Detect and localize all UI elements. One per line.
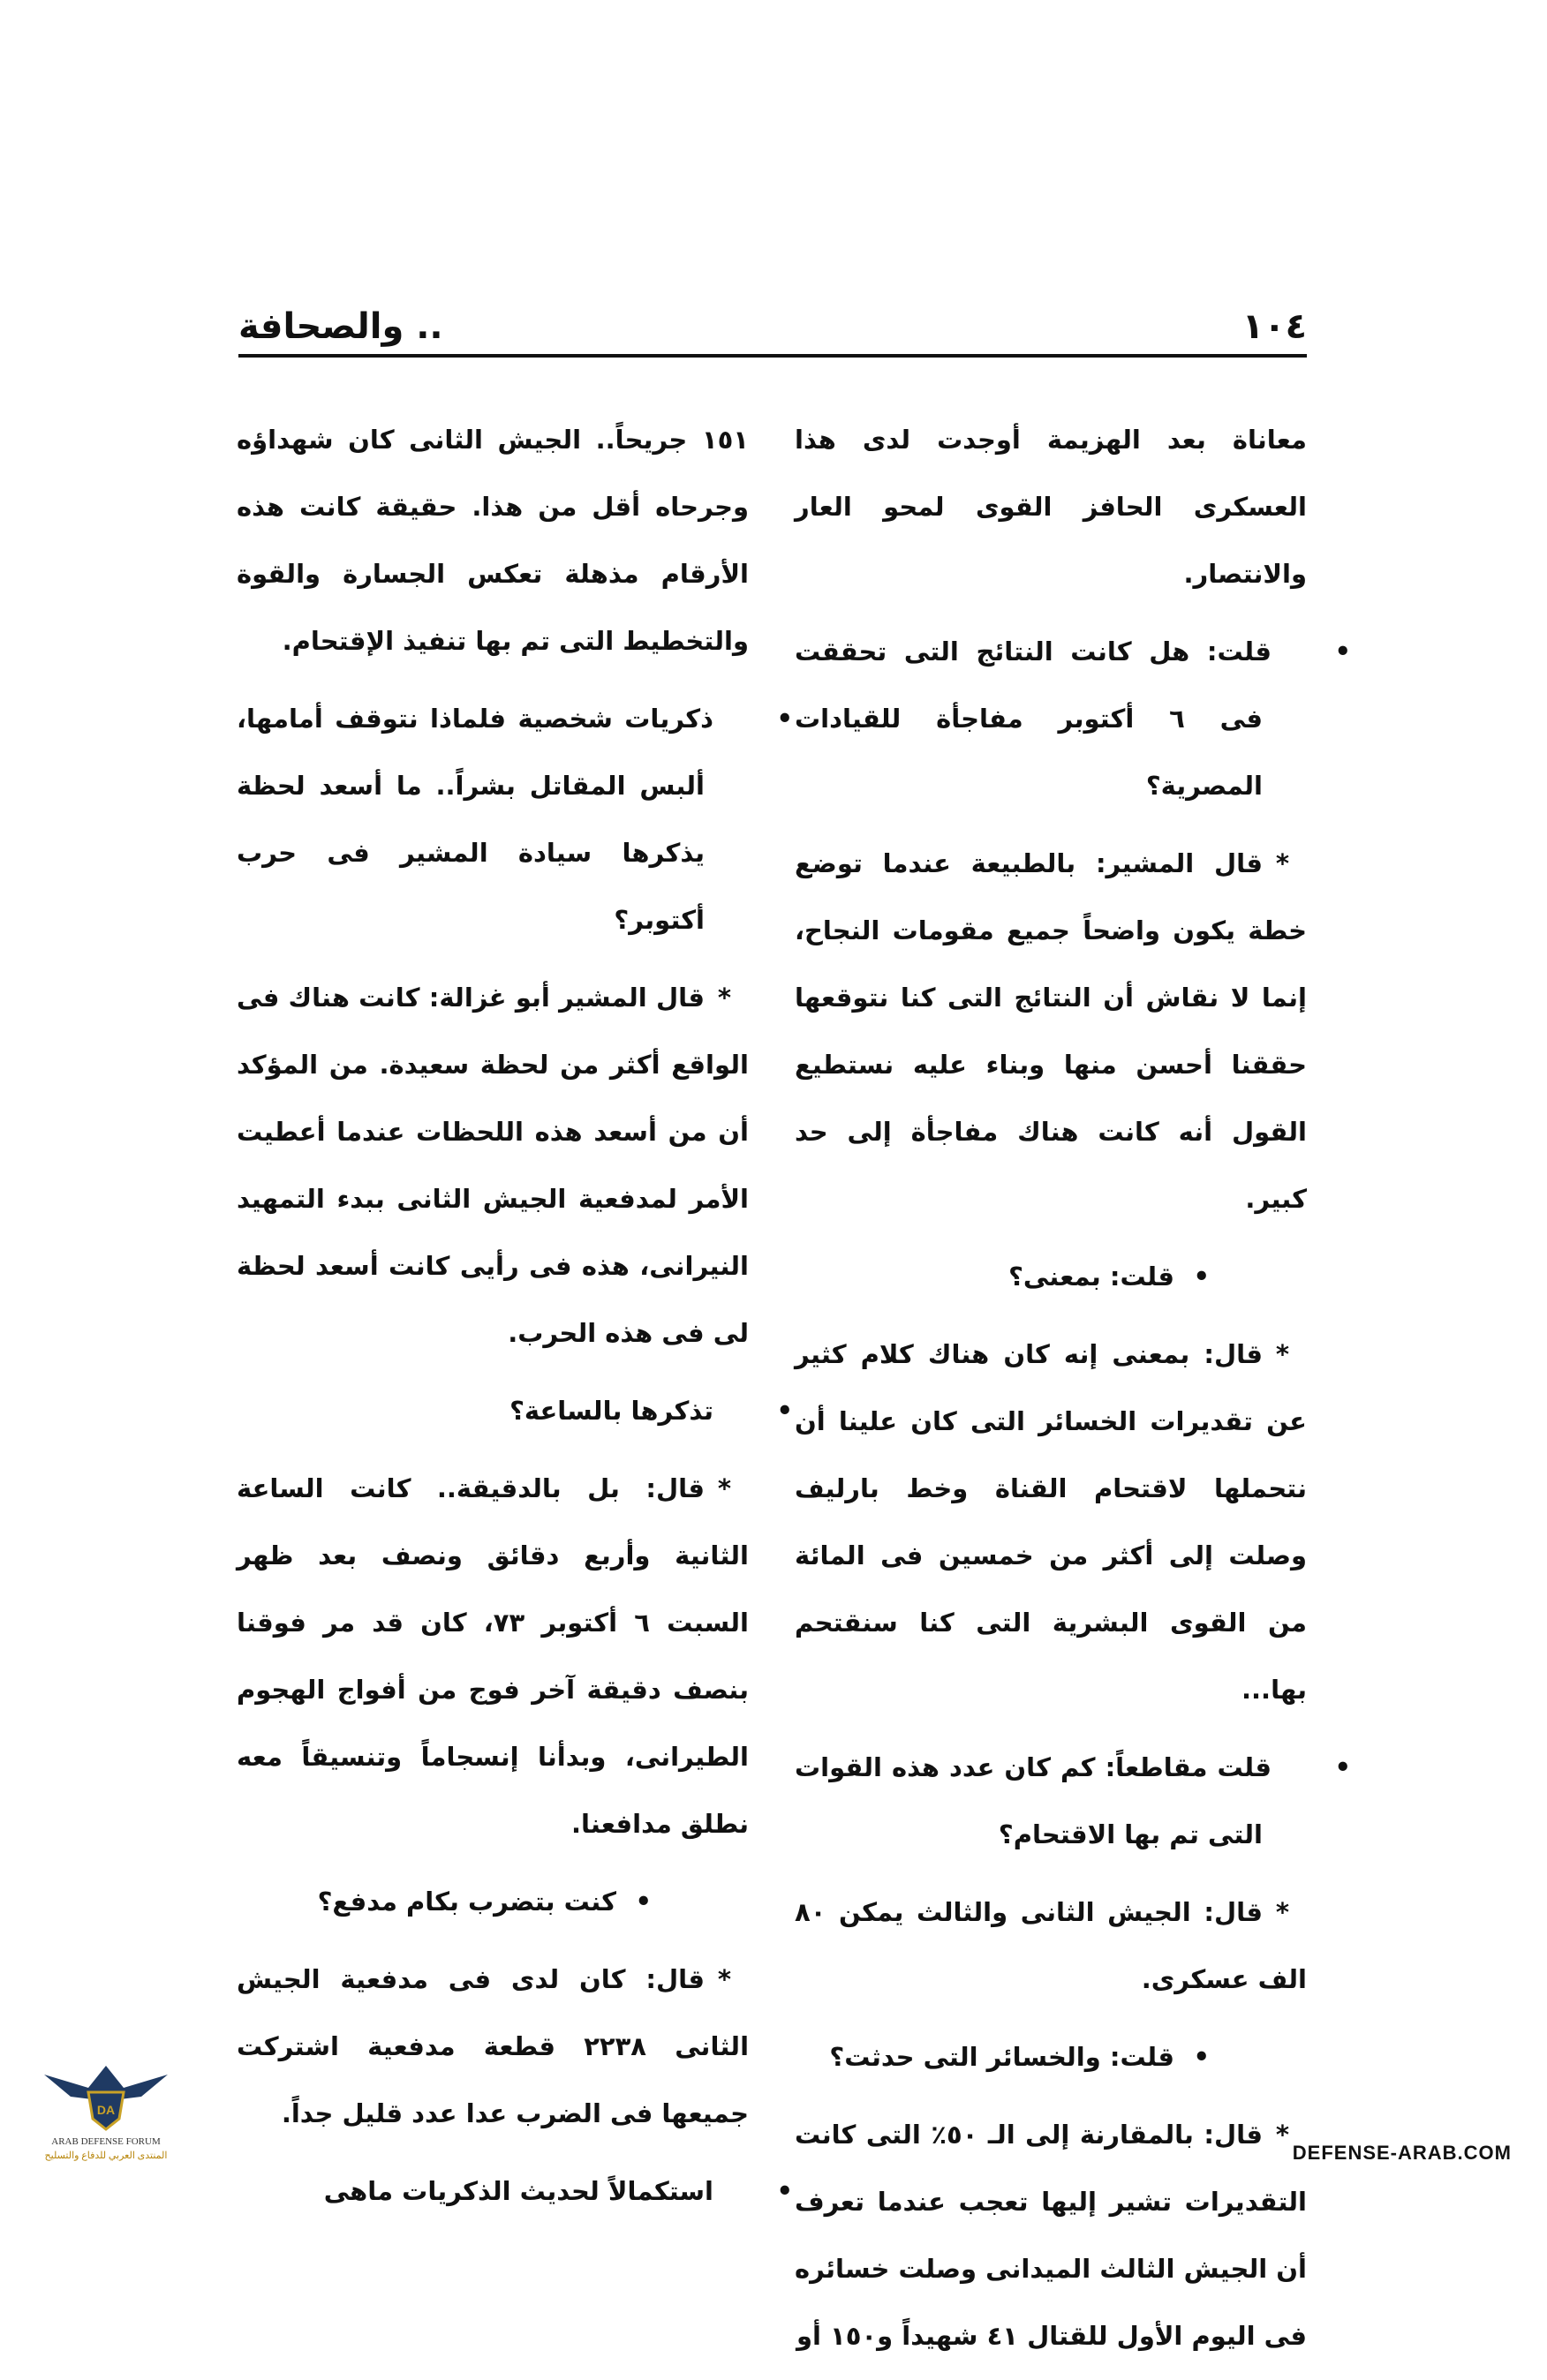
running-head: .. والصحافة bbox=[238, 306, 443, 347]
footer-site-url: DEFENSE-ARAB.COM bbox=[1292, 2142, 1512, 2164]
answer-paragraph bbox=[795, 2101, 1307, 2369]
paragraph-text: ١٥١ جريحاً.. الجيش الثانى كان شهداؤه وجرحاه أقل من هذا. حقيقة كانت هذه الأرقام مذهلة تعكس الجسارة والقوة والتخطيط التى تم بها تنفيذ الإقتحام. bbox=[237, 425, 749, 656]
logo-caption-ar: المنتدى العربي للدفاع والتسليح bbox=[44, 2150, 168, 2161]
asterisk-icon: * bbox=[717, 1964, 731, 1994]
asterisk-icon: * bbox=[717, 1473, 731, 1503]
question-paragraph bbox=[795, 1734, 1351, 1868]
arab-defense-forum-logo bbox=[35, 2048, 177, 2172]
paragraph-text: قال المشير أبو غزالة: كانت هناك فى الواقع أكثر من لحظة سعيدة. من المؤكد أن من أسعد هذه اللحظات عندما أعطيت الأمر لمدفعية الجيش الثانى ببدء التمهيد النيرانى، هذه فى رأيى كانت أسعد لحظة لى فى هذه الحرب. bbox=[237, 983, 749, 1348]
asterisk-icon: * bbox=[1275, 1897, 1289, 1927]
question-paragraph bbox=[237, 2158, 793, 2225]
paragraph-text: قال: الجيش الثانى والثالث يمكن ٨٠ الف عسكرى. bbox=[795, 1897, 1307, 1994]
answer-paragraph bbox=[237, 964, 749, 1367]
text-column-left bbox=[237, 406, 793, 2235]
bullet-icon: • bbox=[1334, 1752, 1351, 1782]
answer-paragraph bbox=[795, 830, 1307, 1232]
bullet-icon: • bbox=[1193, 2042, 1210, 2072]
question-paragraph bbox=[237, 685, 793, 953]
paragraph-text: قال المشير: بالطبيعة عندما توضع خطة يكون واضحاً جميع مقومات النجاح، إنما لا نقاش أن النتائج التى كنا نتوقعها حققنا أحسن منها وبناء عليه نستطيع القول أنه كانت هناك مفاجأة إلى حد كبير. bbox=[795, 848, 1307, 1214]
continued-paragraph bbox=[237, 406, 749, 674]
page-number: ١٠٤ bbox=[1241, 306, 1307, 347]
svg-text:DA: DA bbox=[96, 2103, 116, 2117]
text-column-right bbox=[795, 406, 1351, 2380]
paragraph-text: قال: كان لدى فى مدفعية الجيش الثانى ٢٢٣٨ قطعة مدفعية اشتركت جميعها فى الضرب عدا عدد قليل جداً. bbox=[237, 1964, 750, 2128]
page-header bbox=[238, 287, 1307, 358]
eagle-shield-icon bbox=[35, 2048, 177, 2136]
question-paragraph bbox=[795, 1243, 1307, 1310]
paragraph-text: قال: بالمقارنة إلى الـ ٥٠٪ التى كانت التقديرات تشير إليها تعجب عندما تعرف أن الجيش الثالث الميدانى وصلت خسائره فى اليوم الأول للقتال ٤١ شهيداً و١٥٠ أو bbox=[795, 2120, 1307, 2351]
paragraph-text: قلت: هل كانت النتائج التى تحققت فى ٦ أكتوبر مفاجأة للقيادات المصرية؟ bbox=[795, 636, 1272, 801]
bullet-icon: • bbox=[635, 1887, 652, 1917]
answer-paragraph bbox=[237, 1946, 749, 2147]
bullet-icon: • bbox=[1193, 1262, 1210, 1292]
question-paragraph bbox=[795, 2023, 1307, 2090]
continued-paragraph bbox=[795, 406, 1307, 607]
paragraph-text: قلت: والخسائر التى حدثت؟ bbox=[829, 2042, 1174, 2072]
paragraph-text: معاناة بعد الهزيمة أوجدت لدى هذا العسكرى الحافز القوى لمحو العار والانتصار. bbox=[795, 425, 1307, 589]
asterisk-icon: * bbox=[1275, 1339, 1289, 1369]
answer-paragraph bbox=[795, 1321, 1307, 1723]
paragraph-text: قال: بل بالدقيقة.. كانت الساعة الثانية وأربع دقائق ونصف بعد ظهر السبت ٦ أكتوبر ٧٣، كان قد مر فوقنا بنصف دقيقة آخر فوج من أفواج الهجوم الطيرانى، وبدأنا إنسجاماً وتنسيقاً معه نطلق مدافعنا. bbox=[237, 1473, 750, 1839]
question-paragraph bbox=[237, 1377, 793, 1444]
asterisk-icon: * bbox=[1275, 848, 1289, 878]
paragraph-text: قال: بمعنى إنه كان هناك كلام كثير عن تقديرات الخسائر التى كان علينا أن نتحملها لاقتحام القناة وخط بارليف وصلت إلى أكثر من خمسين فى المائة من القوى البشرية التى كنا سنقتحم بها... bbox=[795, 1339, 1307, 1705]
paragraph-text: قلت مقاطعاً: كم كان عدد هذه القوات التى تم بها الاقتحام؟ bbox=[795, 1752, 1272, 1849]
paragraph-text: استكمالاً لحديث الذكريات ماهى bbox=[323, 2176, 713, 2206]
asterisk-icon: * bbox=[1275, 2120, 1289, 2150]
question-paragraph bbox=[795, 618, 1351, 819]
paragraph-text: ذكريات شخصية فلماذا نتوقف أمامها، ألبس المقاتل بشراً.. ما أسعد لحظة يذكرها سيادة المشير فى حرب أكتوبر؟ bbox=[237, 704, 713, 935]
paragraph-text: تذكرها بالساعة؟ bbox=[509, 1396, 713, 1426]
paragraph-text: كنت بتضرب بكام مدفع؟ bbox=[317, 1887, 616, 1917]
paragraph-text: قلت: بمعنى؟ bbox=[1008, 1262, 1174, 1292]
bullet-icon: • bbox=[1334, 636, 1351, 667]
logo-caption-en: ARAB DEFENSE FORUM bbox=[51, 2136, 161, 2147]
bullet-icon: • bbox=[776, 704, 793, 734]
asterisk-icon: * bbox=[717, 983, 731, 1013]
bullet-icon: • bbox=[776, 1396, 793, 1426]
bullet-icon: • bbox=[776, 2176, 793, 2206]
question-paragraph bbox=[237, 1868, 749, 1935]
answer-paragraph bbox=[237, 1455, 749, 1857]
answer-paragraph bbox=[795, 1879, 1307, 2013]
